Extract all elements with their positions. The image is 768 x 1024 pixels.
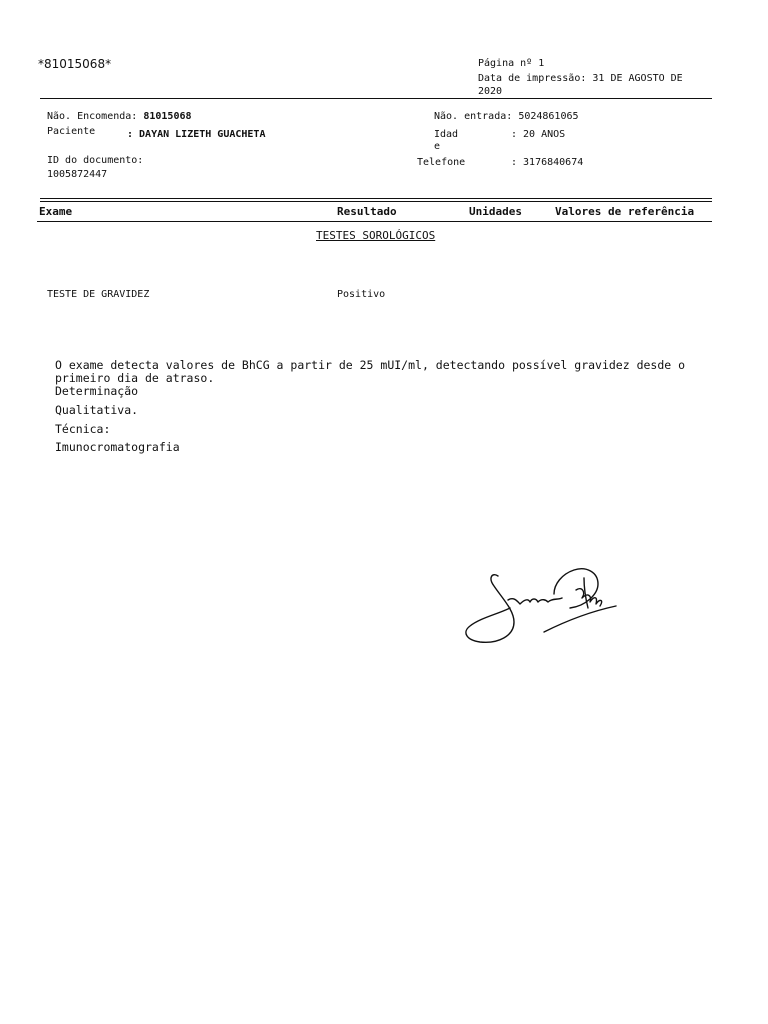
header-divider xyxy=(40,98,712,99)
table-top-rule-double xyxy=(40,201,712,202)
page-number: Página nº 1 xyxy=(478,58,545,69)
column-header-units: Unidades xyxy=(469,205,522,218)
signature-image xyxy=(458,562,624,646)
note-line-1: O exame detecta valores de BhCG a partir de 25 mUI/ml, detectando possível gravidez desde o xyxy=(55,358,686,372)
entry-number-value: 5024861065 xyxy=(518,111,579,122)
table-top-rule xyxy=(40,198,712,199)
phone-value: : 3176840674 xyxy=(511,157,584,168)
phone-label: Telefone xyxy=(417,157,466,168)
document-id-label: ID do documento: xyxy=(47,155,144,166)
age-label: Idad xyxy=(434,129,459,140)
document-id-value: 1005872447 xyxy=(47,169,108,180)
column-header-result: Resultado xyxy=(337,205,397,218)
entry-number-label: Não. entrada: xyxy=(434,111,513,122)
table-header-bottom-rule xyxy=(37,221,712,222)
row-exam-name: TESTE DE GRAVIDEZ xyxy=(47,289,150,300)
age-value: : 20 ANOS xyxy=(511,129,566,140)
method-note xyxy=(55,359,685,398)
technique-value: Imunocromatografia xyxy=(55,440,180,454)
entry-number-field xyxy=(434,110,579,123)
print-date: Data de impressão: 31 DE AGOSTO DE xyxy=(478,73,683,84)
table-row xyxy=(47,288,149,301)
patient-name: : DAYAN LIZETH GUACHETA xyxy=(127,129,266,140)
note-line-3: Determinação xyxy=(55,384,139,398)
determination-value: Qualitativa. xyxy=(55,403,139,417)
order-number-value: 81015068 xyxy=(143,111,192,122)
patient-label: Paciente xyxy=(47,126,96,137)
note-line-2: primeiro dia de atraso. xyxy=(55,371,215,385)
order-number-label: Não. Encomenda: xyxy=(47,111,138,122)
technique-label: Técnica: xyxy=(55,422,111,436)
print-date-year: 2020 xyxy=(478,86,503,97)
column-header-reference: Valores de referência xyxy=(555,205,695,218)
barcode-text: *81015068* xyxy=(38,57,112,71)
row-result: Positivo xyxy=(337,289,386,300)
section-title: TESTES SOROLÓGICOS xyxy=(316,229,436,242)
order-number-field xyxy=(47,110,192,123)
age-label-wrap: e xyxy=(434,141,441,152)
column-header-exam: Exame xyxy=(39,205,73,218)
